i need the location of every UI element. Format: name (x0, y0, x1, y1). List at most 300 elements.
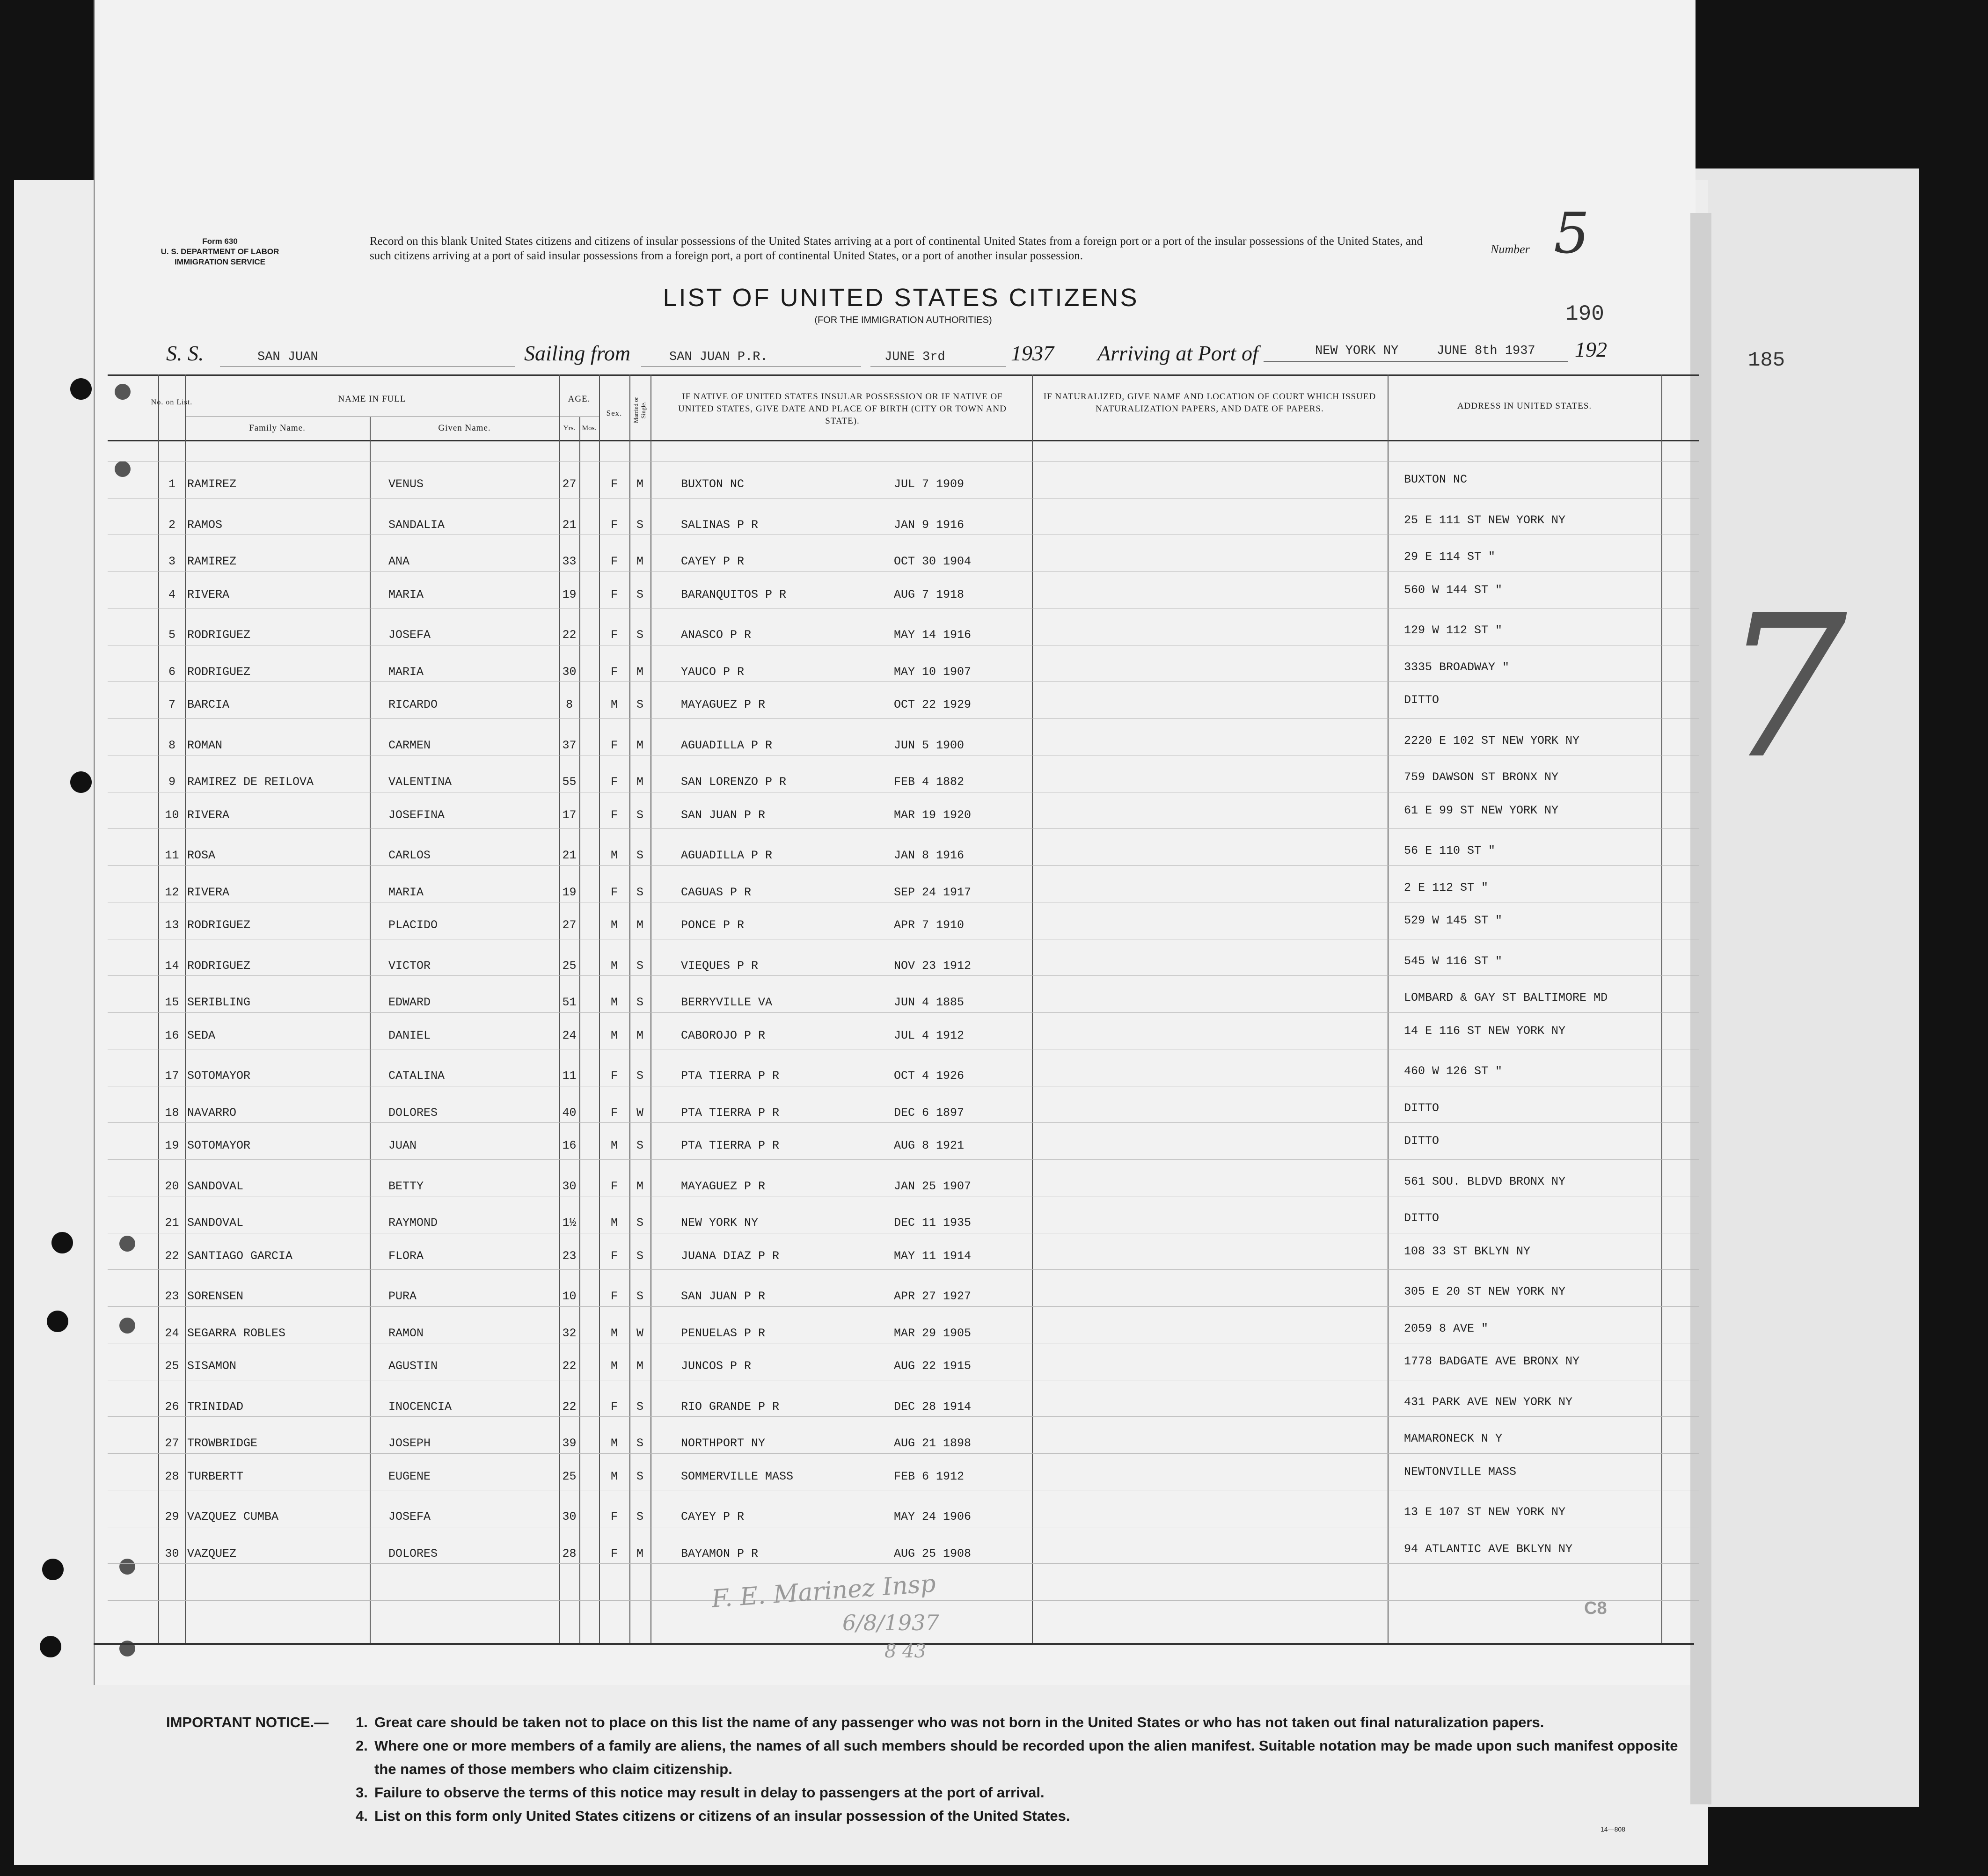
row-place: PTA TIERRA P R (681, 1069, 780, 1083)
row-no: 7 (168, 698, 175, 711)
row-address: 2220 E 102 ST NEW YORK NY (1404, 733, 1580, 747)
row-no: 19 (165, 1139, 179, 1152)
header-sex: Sex. (606, 409, 622, 418)
row-date: MAY 14 1916 (894, 628, 972, 642)
row-place: MAYAGUEZ P R (681, 1179, 766, 1193)
col-divider-mos (579, 417, 580, 1643)
row-yrs: 22 (562, 1400, 577, 1414)
row-date: JUL 7 1909 (894, 477, 965, 491)
row-no: 23 (165, 1290, 179, 1303)
row-yrs: 1½ (562, 1216, 577, 1230)
row-family: TROWBRIDGE (187, 1436, 258, 1450)
inspection-date: 6/8/1937 (842, 1610, 939, 1635)
header-family: Family Name. (249, 423, 306, 433)
back-sheet (1675, 169, 1919, 1807)
row-family: RODRIGUEZ (187, 665, 251, 679)
row-sex: F (610, 587, 618, 601)
row-place: PTA TIERRA P R (681, 1106, 780, 1120)
sailing-from: SAN JUAN P.R. (669, 350, 768, 364)
row-no: 30 (165, 1546, 179, 1561)
row-ms: M (636, 918, 643, 932)
row-place: SOMMERVILLE MASS (681, 1469, 794, 1483)
row-given: RICARDO (388, 698, 438, 711)
header-bottom-rule (108, 440, 1699, 441)
row-family: TRINIDAD (187, 1400, 244, 1414)
row-given: DOLORES (388, 1546, 438, 1561)
row-sex: M (610, 1436, 618, 1450)
row-given: SANDALIA (388, 518, 445, 532)
row-address: 2059 8 AVE " (1404, 1321, 1489, 1335)
row-family: SANDOVAL (187, 1216, 244, 1230)
row-sex: F (610, 1069, 618, 1083)
row-date: SEP 24 1917 (894, 885, 972, 899)
row-yrs: 37 (562, 738, 577, 752)
header-age: AGE. (568, 394, 591, 404)
row-family: RIVERA (187, 885, 230, 899)
row-address: 545 W 116 ST " (1404, 954, 1503, 968)
row-family: SEGARRA ROBLES (187, 1326, 286, 1340)
row-place: PENUELAS P R (681, 1326, 766, 1340)
row-rule (108, 828, 1699, 829)
row-ms: S (636, 885, 643, 899)
row-family: SANDOVAL (187, 1179, 244, 1193)
row-sex: F (610, 477, 618, 491)
row-rule (108, 1012, 1699, 1013)
row-no: 29 (165, 1510, 179, 1524)
row-family: ROMAN (187, 738, 223, 752)
row-no: 17 (165, 1069, 179, 1083)
row-no: 9 (168, 775, 175, 789)
row-ms: M (636, 1546, 643, 1561)
row-address: 305 E 20 ST NEW YORK NY (1404, 1285, 1566, 1298)
row-family: SANTIAGO GARCIA (187, 1249, 293, 1263)
punch-hole-icon (70, 378, 92, 400)
row-no: 25 (165, 1359, 179, 1373)
row-ms: S (636, 959, 643, 973)
form-code: 14—808 (1601, 1825, 1625, 1833)
row-given: AGUSTIN (388, 1359, 438, 1373)
row-ms: M (636, 477, 643, 491)
row-no: 1 (168, 477, 175, 491)
row-ms: W (636, 1106, 643, 1120)
row-date: FEB 4 1882 (894, 775, 965, 789)
row-sex: M (610, 849, 618, 862)
row-family: RIVERA (187, 587, 230, 601)
row-yrs: 8 (565, 698, 573, 711)
row-date: FEB 6 1912 (894, 1469, 965, 1483)
row-sex: F (610, 1290, 618, 1303)
row-given: ANA (388, 555, 410, 568)
row-rule (108, 1269, 1699, 1270)
punch-hole-icon (119, 1559, 135, 1575)
row-yrs: 25 (562, 959, 577, 973)
row-no: 20 (165, 1179, 179, 1193)
row-sex: M (610, 1326, 618, 1340)
row-address: 56 E 110 ST " (1404, 844, 1496, 857)
row-yrs: 22 (562, 628, 577, 642)
punch-hole-icon (115, 461, 131, 477)
stamp-mark: C8 (1584, 1598, 1607, 1618)
col-divider-birth (650, 374, 651, 1643)
row-sex: F (610, 808, 618, 822)
row-ms: S (636, 849, 643, 862)
row-given: VENUS (388, 477, 424, 491)
page-mark-right: 185 (1748, 349, 1785, 372)
row-ms: M (636, 1179, 643, 1193)
row-place: YAUCO P R (681, 665, 745, 679)
row-address: DITTO (1404, 693, 1440, 707)
header-no: No. on List. (151, 398, 193, 406)
row-place: BAYAMON P R (681, 1546, 759, 1561)
row-no: 5 (168, 628, 175, 642)
arrival-port: NEW YORK NY (1315, 344, 1399, 358)
row-no: 10 (165, 808, 179, 822)
row-date: JUN 4 1885 (894, 996, 965, 1009)
row-address: NEWTONVILLE MASS (1404, 1465, 1517, 1479)
row-family: RODRIGUEZ (187, 628, 251, 642)
row-no: 21 (165, 1216, 179, 1230)
notice-item-text: Failure to observe the terms of this notice may result in delay to passengers at the port of arrival. (374, 1784, 1045, 1801)
row-family: RAMIREZ (187, 555, 237, 568)
row-rule (108, 1453, 1699, 1454)
row-ms: M (636, 775, 643, 789)
row-no: 28 (165, 1469, 179, 1483)
row-sex: F (610, 775, 618, 789)
row-given: VALENTINA (388, 775, 452, 789)
row-yrs: 19 (562, 587, 577, 601)
row-no: 13 (165, 918, 179, 932)
row-date: OCT 22 1929 (894, 698, 972, 711)
ship-name: SAN JUAN (257, 350, 318, 364)
row-date: JUL 4 1912 (894, 1028, 965, 1042)
row-place: PONCE P R (681, 918, 745, 932)
row-address: 529 W 145 ST " (1404, 914, 1503, 927)
row-address: 560 W 144 ST " (1404, 583, 1503, 597)
row-place: SAN LORENZO P R (681, 775, 787, 789)
row-address: 108 33 ST BKLYN NY (1404, 1244, 1531, 1258)
page-mark-upper: 190 (1565, 302, 1604, 326)
row-yrs: 33 (562, 555, 577, 568)
row-sex: M (610, 1216, 618, 1230)
form-department: U. S. DEPARTMENT OF LABOR (161, 247, 279, 256)
row-given: JOSEFINA (388, 808, 445, 822)
row-address: DITTO (1404, 1211, 1440, 1225)
row-address: 460 W 126 ST " (1404, 1064, 1503, 1078)
row-rule (108, 718, 1699, 719)
row-rule (108, 1159, 1699, 1160)
form-service: IMMIGRATION SERVICE (175, 257, 265, 266)
notice-item-number: 2. (356, 1737, 368, 1754)
row-family: SERIBLING (187, 996, 251, 1009)
row-ms: S (636, 1249, 643, 1263)
row-family: RODRIGUEZ (187, 918, 251, 932)
row-yrs: 30 (562, 1179, 577, 1193)
row-place: PTA TIERRA P R (681, 1139, 780, 1152)
row-sex: F (610, 665, 618, 679)
row-place: JUNCOS P R (681, 1359, 752, 1373)
table-top-rule (108, 374, 1699, 376)
row-family: RIVERA (187, 808, 230, 822)
row-given: MARIA (388, 665, 424, 679)
col-divider-naturalized (1032, 374, 1033, 1643)
row-yrs: 30 (562, 665, 577, 679)
row-yrs: 40 (562, 1106, 577, 1120)
row-sex: M (610, 1469, 618, 1483)
header-address: ADDRESS IN UNITED STATES. (1457, 401, 1592, 411)
sailing-date: JUNE 3rd (884, 350, 945, 364)
row-family: VAZQUEZ CUMBA (187, 1510, 279, 1524)
row-given: DOLORES (388, 1106, 438, 1120)
list-number-value: 5 (1554, 201, 1590, 266)
row-date: AUG 7 1918 (894, 587, 965, 601)
arriving-label: Arriving at Port of (1097, 341, 1258, 365)
row-yrs: 30 (562, 1510, 577, 1524)
row-sex: M (610, 918, 618, 932)
row-address: 29 E 114 ST " (1404, 550, 1496, 564)
row-given: JOSEPH (388, 1436, 431, 1450)
row-no: 8 (168, 738, 175, 752)
row-ms: S (636, 1510, 643, 1524)
row-date: OCT 30 1904 (894, 555, 972, 568)
row-place: NORTHPORT NY (681, 1436, 766, 1450)
row-no: 6 (168, 665, 175, 679)
row-address: 94 ATLANTIC AVE BKLYN NY (1404, 1542, 1573, 1556)
row-sex: F (610, 1400, 618, 1414)
row-family: TURBERTT (187, 1469, 244, 1483)
notice-heading: IMPORTANT NOTICE.— (166, 1714, 329, 1730)
row-yrs: 51 (562, 996, 577, 1009)
row-given: RAMON (388, 1326, 424, 1340)
row-yrs: 21 (562, 849, 577, 862)
row-date: AUG 25 1908 (894, 1546, 972, 1561)
row-given: EDWARD (388, 996, 431, 1009)
row-ms: S (636, 808, 643, 822)
row-no: 16 (165, 1028, 179, 1042)
row-date: JAN 25 1907 (894, 1179, 972, 1193)
row-no: 14 (165, 959, 179, 973)
page-subtitle: (FOR THE IMMIGRATION AUTHORITIES) (814, 315, 992, 325)
row-sex: F (610, 738, 618, 752)
row-ms: S (636, 1139, 643, 1152)
row-rule (108, 1416, 1699, 1417)
row-date: APR 7 1910 (894, 918, 965, 932)
row-place: CAYEY P R (681, 1510, 745, 1524)
row-sex: F (610, 885, 618, 899)
row-ms: M (636, 738, 643, 752)
row-sex: F (610, 628, 618, 642)
row-date: MAY 24 1906 (894, 1510, 972, 1524)
row-given: DANIEL (388, 1028, 431, 1042)
row-ms: S (636, 996, 643, 1009)
col-divider-right (1661, 374, 1662, 1643)
col-divider-family (185, 374, 186, 1643)
row-date: DEC 6 1897 (894, 1106, 965, 1120)
row-address: 129 W 112 ST " (1404, 623, 1503, 637)
year-prefix: 1937 (1011, 341, 1054, 365)
row-yrs: 21 (562, 518, 577, 532)
row-place: AGUADILLA P R (681, 738, 773, 752)
row-address: LOMBARD & GAY ST BALTIMORE MD (1404, 991, 1608, 1004)
row-family: SEDA (187, 1028, 216, 1042)
row-address: 3335 BROADWAY " (1404, 660, 1510, 674)
col-divider-given (370, 417, 371, 1643)
row-place: SALINAS P R (681, 518, 759, 532)
punch-hole-icon (51, 1232, 73, 1253)
row-ms: S (636, 1436, 643, 1450)
row-place: CAGUAS P R (681, 885, 752, 899)
row-address: 431 PARK AVE NEW YORK NY (1404, 1395, 1573, 1409)
number-label: Number (1491, 242, 1530, 256)
page-title: LIST OF UNITED STATES CITIZENS (663, 284, 1139, 312)
row-given: EUGENE (388, 1469, 431, 1483)
punch-hole-icon (115, 384, 131, 400)
row-sex: F (610, 518, 618, 532)
header-married: Married or Single. (632, 397, 647, 423)
row-given: CARMEN (388, 738, 431, 752)
row-ms: S (636, 1069, 643, 1083)
row-ms: S (636, 518, 643, 532)
row-no: 3 (168, 555, 175, 568)
row-no: 26 (165, 1400, 179, 1414)
punch-hole-icon (42, 1559, 64, 1580)
row-given: JOSEFA (388, 628, 431, 642)
row-place: BUXTON NC (681, 477, 745, 491)
row-given: PURA (388, 1290, 417, 1303)
row-address: MAMARONECK N Y (1404, 1432, 1503, 1445)
row-place: NEW YORK NY (681, 1216, 759, 1230)
row-yrs: 10 (562, 1290, 577, 1303)
row-address: 561 SOU. BLDVD BRONX NY (1404, 1174, 1566, 1188)
row-family: RAMOS (187, 518, 223, 532)
row-sex: M (610, 996, 618, 1009)
row-ms: S (636, 1216, 643, 1230)
punch-hole-icon (40, 1636, 61, 1657)
row-ms: M (636, 555, 643, 568)
row-sex: M (610, 698, 618, 711)
page-edge-strip (1690, 213, 1711, 1804)
row-no: 22 (165, 1249, 179, 1263)
row-address: 13 E 107 ST NEW YORK NY (1404, 1505, 1566, 1519)
row-place: VIEQUES P R (681, 959, 759, 973)
row-ms: S (636, 1400, 643, 1414)
form-identifier (140, 236, 300, 267)
row-place: CABOROJO P R (681, 1028, 766, 1042)
notice-item-text: List on this form only United States citizens or citizens of an insular possession of the United States. (374, 1808, 1070, 1824)
row-sex: M (610, 1359, 618, 1373)
notice-item-text: Great care should be taken not to place on this list the name of any passenger who was not born in the United States or who has not taken out final naturalization papers. (374, 1714, 1544, 1730)
row-place: RIO GRANDE P R (681, 1400, 780, 1414)
header-birth: IF NATIVE OF UNITED STATES INSULAR POSSESSION OR IF NATIVE OF UNITED STATES, GIVE DATE AND PLACE OF BIRTH (CITY OR TOWN AND STATE). (678, 392, 1007, 426)
row-address: 2 E 112 ST " (1404, 880, 1489, 894)
row-rule (108, 1600, 1699, 1601)
row-date: AUG 21 1898 (894, 1436, 972, 1450)
row-rule (108, 461, 1699, 462)
notice-item-number: 4. (356, 1808, 368, 1824)
row-rule (108, 865, 1699, 866)
row-given: VICTOR (388, 959, 431, 973)
row-given: INOCENCIA (388, 1400, 452, 1414)
row-date: MAR 29 1905 (894, 1326, 972, 1340)
row-yrs: 32 (562, 1326, 577, 1340)
row-given: FLORA (388, 1249, 424, 1263)
header-yrs: Yrs. (563, 425, 576, 432)
col-divider-no (158, 374, 159, 1643)
row-family: SISAMON (187, 1359, 237, 1373)
row-place: AGUADILLA P R (681, 849, 773, 862)
row-given: BETTY (388, 1179, 424, 1193)
row-family: NAVARRO (187, 1106, 237, 1120)
row-date: MAR 19 1920 (894, 808, 972, 822)
row-date: JUN 5 1900 (894, 738, 965, 752)
row-sex: M (610, 959, 618, 973)
row-sex: F (610, 555, 618, 568)
row-ms: M (636, 1028, 643, 1042)
row-given: JOSEFA (388, 1510, 431, 1524)
row-family: RAMIREZ (187, 477, 237, 491)
row-yrs: 24 (562, 1028, 577, 1042)
notice-item-number: 1. (356, 1714, 368, 1730)
row-no: 12 (165, 885, 179, 899)
row-yrs: 23 (562, 1249, 577, 1263)
row-family: SORENSEN (187, 1290, 244, 1303)
row-address: BUXTON NC (1404, 473, 1468, 486)
row-address: 759 DAWSON ST BRONX NY (1404, 770, 1559, 784)
row-family: RAMIREZ DE REILOVA (187, 775, 314, 789)
row-family: BARCIA (187, 698, 230, 711)
row-address: 61 E 99 ST NEW YORK NY (1404, 803, 1559, 817)
col-divider-address (1388, 374, 1389, 1643)
row-date: JAN 9 1916 (894, 518, 965, 532)
row-ms: M (636, 1359, 643, 1373)
header-name-in-full: NAME IN FULL (338, 394, 406, 404)
row-address: 25 E 111 ST NEW YORK NY (1404, 513, 1566, 527)
row-family: SOTOMAYOR (187, 1069, 251, 1083)
row-rule (108, 1306, 1699, 1307)
row-no: 11 (165, 849, 179, 862)
row-place: SAN JUAN P R (681, 1290, 766, 1303)
row-sex: M (610, 1139, 618, 1152)
punch-hole-icon (70, 771, 92, 793)
row-yrs: 39 (562, 1436, 577, 1450)
row-sex: F (610, 1510, 618, 1524)
row-place: MAYAGUEZ P R (681, 698, 766, 711)
row-sex: F (610, 1179, 618, 1193)
form-number: Form 630 (202, 237, 238, 246)
header-naturalized: IF NATURALIZED, GIVE NAME AND LOCATION OF COURT WHICH ISSUED NATURALIZATION PAPERS, AND DATE OF PAPERS. (1043, 392, 1376, 414)
row-family: RODRIGUEZ (187, 959, 251, 973)
row-date: NOV 23 1912 (894, 959, 972, 973)
row-given: CATALINA (388, 1069, 445, 1083)
inspection-note: 8 43 (884, 1641, 927, 1662)
header-given: Given Name. (438, 423, 491, 433)
row-date: OCT 4 1926 (894, 1069, 965, 1083)
punch-hole-icon (47, 1311, 68, 1332)
row-yrs: 22 (562, 1359, 577, 1373)
row-no: 18 (165, 1106, 179, 1120)
row-ms: M (636, 665, 643, 679)
punch-hole-icon (119, 1236, 135, 1252)
row-date: APR 27 1927 (894, 1290, 972, 1303)
row-family: SOTOMAYOR (187, 1139, 251, 1152)
important-notice (166, 1711, 1682, 1828)
row-place: BARANQUITOS P R (681, 587, 787, 601)
row-rule (108, 1122, 1699, 1123)
row-sex: F (610, 1106, 618, 1120)
row-yrs: 19 (562, 885, 577, 899)
row-date: MAY 11 1914 (894, 1249, 972, 1263)
inspector-signature: F. E. Marinez Insp (710, 1569, 937, 1613)
row-yrs: 27 (562, 918, 577, 932)
